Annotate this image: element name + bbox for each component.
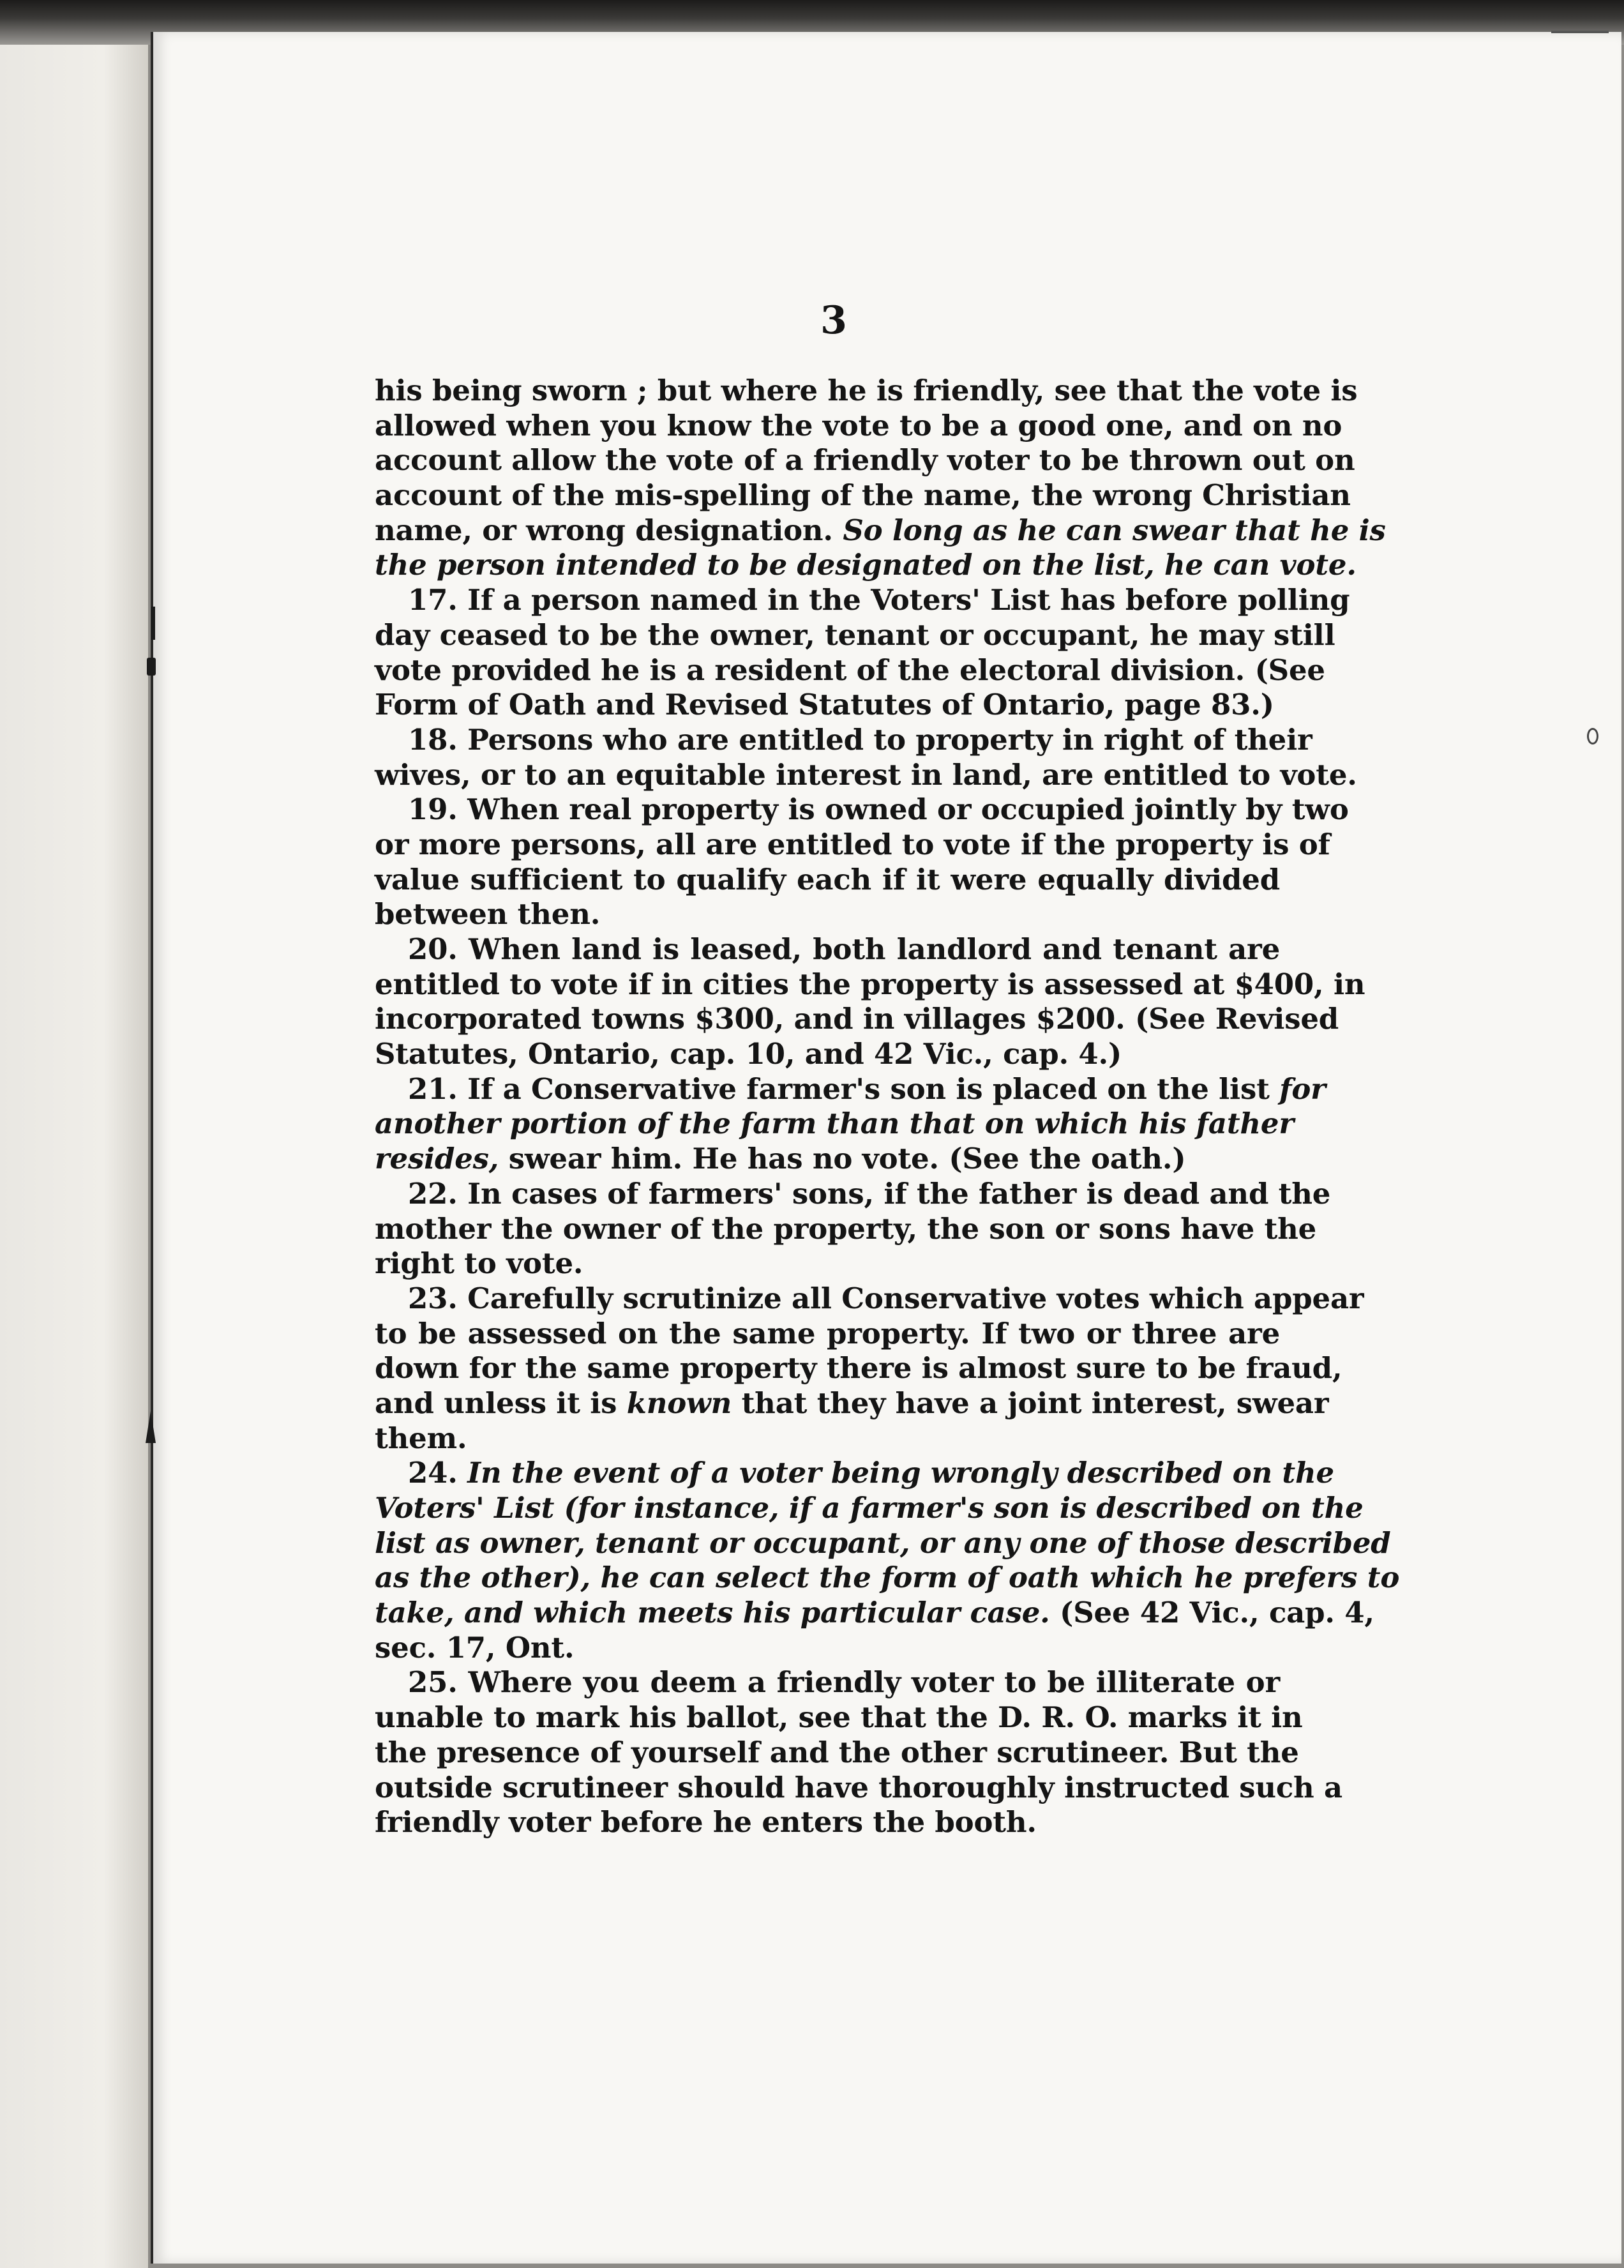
text-line [375,967,1365,1002]
text-segment: 21. If a Conservative farmer's son is placed on the list [408,1071,1280,1106]
text-line [375,1561,1400,1596]
body-text [375,374,1400,1840]
text-line [375,897,1280,932]
text-line [375,792,1349,828]
page-number: 3 [820,298,847,343]
text-segment: 19. When real property is owned or occupied jointly by two [408,792,1349,827]
text-line [375,1071,1326,1107]
text-segment: and unless it is [375,1386,627,1420]
text-line [375,1037,1280,1072]
italic-text: resides, [375,1142,499,1176]
text-line [375,374,1358,409]
text-line [375,513,1386,548]
text-segment: 25. Where you deem a friendly voter to be illiterate or [408,1665,1280,1700]
text-line [375,1805,1280,1840]
text-segment: (See 42 Vic., cap. 4, [1049,1596,1374,1630]
text-segment: 17. If a person named in the Voters' List has before polling [408,583,1350,617]
text-line [375,688,1280,723]
text-line [375,1665,1280,1700]
text-segment: mother the owner of the property, the son or sons have the [375,1211,1317,1246]
text-line [375,1281,1364,1317]
text-line [375,653,1325,688]
text-segment: 22. In cases of farmers' sons, if the father is dead and the [408,1176,1331,1211]
text-segment: account of the mis-spelling of the name, the wrong Christian [375,478,1351,513]
text-line [375,443,1355,478]
text-segment: vote provided he is a resident of the electoral division. (See [375,653,1325,687]
text-segment: his being sworn ; but where he is friendly, see that the vote is [375,374,1358,407]
text-line [375,757,1357,793]
text-line [375,1107,1294,1142]
text-line [375,1246,1280,1281]
text-line [375,722,1312,758]
text-line [375,1317,1280,1352]
text-line [375,1525,1391,1561]
scan-left-margin [0,0,148,2268]
text-segment: name, or wrong designation. [375,513,843,547]
text-line [375,1491,1364,1526]
text-line [375,1735,1299,1771]
text-segment: Form of Oath and Revised Statutes of Ontario, page 83.) [375,688,1274,722]
text-line [375,1456,1334,1491]
text-line [375,1142,1280,1177]
text-segment: the presence of yourself and the other scrutineer. But the [375,1735,1299,1769]
text-line [375,1211,1317,1247]
text-line [375,617,1335,653]
italic-text: Voters' List (for instance, if a farmer's son is described on the [375,1491,1364,1525]
text-line [375,1770,1342,1806]
text-line [375,827,1330,863]
text-segment: wives, or to an equitable interest in land, are entitled to vote. [375,757,1357,792]
text-line [375,932,1280,967]
text-line [375,1421,1280,1456]
italic-text: the person intended to be designated on the list, he can vote. [375,548,1357,582]
text-line [375,863,1280,898]
text-segment: them. [375,1421,467,1455]
text-segment: value sufficient to qualify each if it were equally divided [375,862,1280,896]
text-segment: account allow the vote of a friendly voter to be thrown out on [375,443,1355,478]
italic-text: list as owner, tenant or occupant, or any one of those described [375,1525,1391,1560]
text-segment: 18. Persons who are entitled to property in right of their [408,722,1312,757]
text-line [375,1176,1331,1212]
margin-mark [1551,31,1609,33]
italic-text: another portion of the farm than that on which his father [375,1107,1294,1141]
text-segment: Statutes, Ontario, cap. 10, and 42 Vic., cap. 4.) [375,1037,1122,1071]
text-segment: entitled to vote if in cities the property is assessed at $400, in [375,967,1365,1001]
text-line [375,1002,1339,1037]
text-segment: down for the same property there is almost sure to be fraud, [375,1351,1342,1386]
italic-text: known [626,1386,732,1420]
text-line [375,583,1350,618]
text-line [375,478,1351,513]
italic-text: take, and which meets his particular case. [375,1596,1050,1630]
text-segment: 23. Carefully scrutinize all Conservative votes which appear [408,1281,1364,1315]
text-segment: to be assessed on the same property. If two or three are [375,1316,1280,1350]
text-segment: friendly voter before he enters the booth. [375,1805,1037,1840]
text-line [375,1386,1329,1421]
text-segment: 20. When land is leased, both landlord and tenant are [408,932,1280,966]
text-line [375,1351,1342,1386]
text-line [375,1596,1374,1631]
italic-text: for [1279,1071,1326,1106]
text-segment: between then. [375,897,601,932]
text-segment: outside scrutineer should have thoroughly instructed such a [375,1770,1342,1804]
text-segment: that they have a joint interest, swear [732,1386,1329,1420]
margin-mark [147,658,156,676]
text-line [375,1631,1280,1666]
text-segment: incorporated towns $300, and in villages $200. (See Revised [375,1002,1339,1036]
italic-text: as the other), he can select the form of oath which he prefers to [375,1561,1400,1595]
text-segment: right to vote. [375,1246,583,1281]
text-segment: sec. 17, Ont. [375,1630,575,1665]
text-segment: day ceased to be the owner, tenant or occupant, he may still [375,617,1335,652]
text-segment: or more persons, all are entitled to vote if the property is of [375,827,1330,861]
text-segment: swear him. He has no vote. (See the oath.) [499,1142,1186,1176]
text-line [375,548,1357,583]
italic-text: So long as he can swear that he is [843,513,1386,547]
italic-text: In the event of a voter being wrongly described on the [467,1456,1334,1490]
margin-mark [1587,728,1598,745]
text-segment: allowed when you know the vote to be a good one, and on no [375,408,1342,442]
margin-mark [151,607,155,640]
text-line [375,1700,1303,1735]
text-segment: unable to mark his ballot, see that the D. R. O. marks it in [375,1700,1303,1735]
text-line [375,408,1342,444]
text-segment: 24. [408,1456,468,1490]
